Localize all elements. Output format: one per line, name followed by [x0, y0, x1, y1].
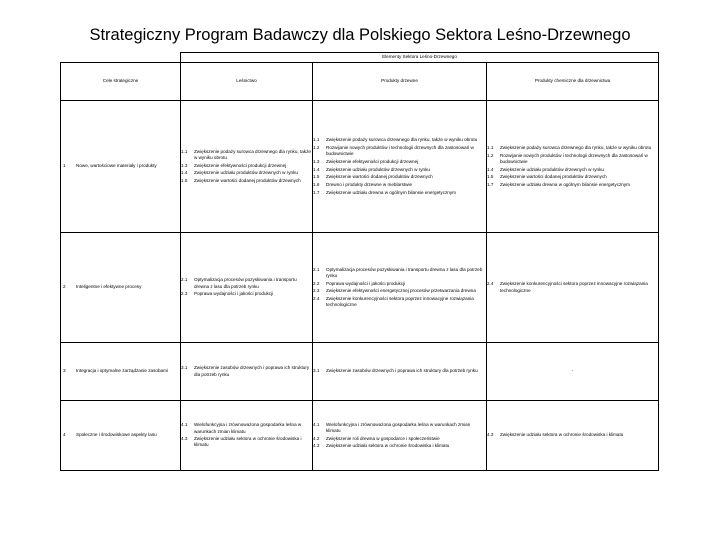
wood-cell	[313, 233, 487, 343]
list-item	[313, 137, 486, 143]
item-number: 2.1	[313, 266, 320, 272]
item-number: 1.1	[313, 137, 320, 143]
item-text: Zwiększenie wartości dodanej produktów drzewnych	[500, 174, 607, 180]
item-text: Wielofunkcyjna i zrównoważona gospodarka leśna w warunkach zmian klimatu	[326, 421, 471, 433]
page-title: Strategiczny Program Badawczy dla Polskiego Sektora Leśno-Drzewnego	[89, 26, 631, 44]
goal-text: Nowe, wartościowe materiały i produkty	[76, 163, 157, 169]
list-item	[313, 145, 486, 157]
goal-text: Integracja i optymalne zarządzanie zasobami	[76, 368, 168, 374]
item-text: Poprawa wydajności i jakości produkcji	[326, 280, 406, 286]
list-item	[313, 182, 486, 188]
item-number: 1.5	[487, 174, 494, 180]
item-text: Poprawa wydajności i jakości produkcji	[194, 291, 274, 297]
table-row	[61, 343, 659, 401]
item-number: 1.2	[487, 152, 494, 158]
wood-cell	[313, 101, 487, 233]
item-text: Zwiększenie udziału produktów drzewnych w rynku	[500, 166, 604, 172]
forestry-cell	[181, 101, 313, 233]
goal-number: 2	[63, 284, 66, 290]
item-text: Zwiększenie efektywności produkcji drzewnej	[326, 158, 419, 164]
table-row	[61, 101, 659, 233]
item-number: 4.3	[181, 436, 188, 442]
item-number: 1.4	[313, 166, 320, 172]
item-text: Zwiększenie udziału sektora w ochronie środowiska i klimatu	[326, 443, 450, 449]
item-number: 3.1	[313, 368, 320, 374]
list-item	[313, 159, 486, 165]
list-item	[313, 167, 486, 173]
list-item	[487, 174, 658, 180]
item-text: Zwiększenie efektywności energetycznej procesów przetwarzania drewna	[326, 288, 476, 294]
chemical-cell	[487, 101, 659, 233]
strategy-table	[60, 52, 659, 471]
item-text: Zwiększenie podaży surowca drzewnego dla rynku, także w wyniku obrotu	[500, 144, 652, 150]
item-text: Zwiększenie podaży surowca drzewnego dla rynku, także w wyniku obrotu	[326, 137, 478, 143]
item-number: 1.7	[487, 181, 494, 187]
wood-cell	[313, 401, 487, 471]
list-item	[487, 167, 658, 173]
list-item	[487, 281, 658, 293]
list-item	[313, 190, 486, 196]
item-text: Zwiększenie udziału produktów drzewnych w rynku	[326, 166, 430, 172]
list-item	[181, 365, 312, 377]
chemical-cell	[487, 401, 659, 471]
forestry-cell	[181, 343, 313, 401]
goal-text: Inteligentne i efektywne procesy	[76, 284, 142, 290]
item-text: Zwiększenie wartości dodanej produktów drzewnych	[194, 178, 301, 184]
list-item	[487, 145, 658, 151]
item-number: 4.1	[181, 422, 188, 428]
item-text: Wielofunkcyjna i zrównoważona gospodarka leśna w warunkach zmian klimatu	[194, 422, 302, 434]
item-text: Zwiększenie udziału sektora w ochronie środowiska i klimatu	[500, 432, 624, 438]
item-number: 4.2	[313, 435, 320, 441]
item-number: 1.1	[181, 148, 188, 154]
item-number: 4.1	[313, 421, 320, 427]
goal-cell	[61, 101, 181, 233]
list-item	[181, 149, 312, 161]
item-text: Zwiększenie roli drewna w gospodarce i społeczeństwie	[326, 435, 440, 441]
list-item	[487, 432, 658, 438]
list-item	[313, 368, 486, 374]
list-item	[181, 291, 312, 297]
empty-corner-cell	[61, 53, 181, 63]
item-number: 2.3	[313, 288, 320, 294]
list-item	[313, 288, 486, 294]
chemical-cell: -	[487, 343, 659, 401]
elements-header: Elementy Sektora Leśno-Drzewnego	[181, 53, 659, 63]
item-text: Zwiększenie udziału drewna w ogólnym bilansie energetycznym	[326, 189, 456, 195]
goal-cell	[61, 401, 181, 471]
goal-number: 3	[63, 368, 66, 374]
item-number: 1.2	[313, 144, 320, 150]
list-item	[181, 422, 312, 434]
item-text: Rozwijanie nowych produktów i technologii drzewnych dla zastosowań w budownictwie	[500, 152, 648, 164]
item-number: 3.1	[181, 365, 188, 371]
item-text: Zwiększenie podaży surowca drzewnego dla rynku, także w wyniku obrotu	[194, 148, 311, 160]
item-number: 1.5	[181, 178, 188, 184]
list-item	[313, 436, 486, 442]
list-item	[313, 422, 486, 434]
list-item	[313, 296, 486, 308]
list-item	[181, 277, 312, 289]
item-text: Zwiększenie zasobów drzewnych i poprawa ich struktury dla potrzeb rynku	[194, 365, 310, 377]
forestry-header: Leśnictwo	[181, 63, 313, 101]
forestry-cell	[181, 401, 313, 471]
item-number: 1.3	[313, 158, 320, 164]
item-number: 1.5	[313, 174, 320, 180]
item-number: 2.3	[181, 291, 188, 297]
list-item	[313, 443, 486, 449]
goal-cell	[61, 233, 181, 343]
item-number: 4.3	[313, 443, 320, 449]
item-number: 1.4	[181, 170, 188, 176]
list-item	[487, 153, 658, 165]
list-item	[313, 174, 486, 180]
item-text: Zwiększenie udziału produktów drzewnych w rynku	[194, 170, 298, 176]
chemical-header: Produkty chemiczne dla drzewnictwa	[487, 63, 659, 101]
item-text: Zwiększenie zasobów drzewnych i poprawa ich struktury dla potrzeb rynku	[326, 368, 478, 374]
goal-cell	[61, 343, 181, 401]
item-number: 2.2	[313, 280, 320, 286]
table-row	[61, 233, 659, 343]
list-item	[181, 163, 312, 169]
item-number: 4.3	[487, 432, 494, 438]
item-text: Zwiększenie wartości dodanej produktów drzewnych	[326, 174, 433, 180]
item-number: 1.1	[487, 144, 494, 150]
list-item	[313, 281, 486, 287]
item-number: 2.4	[487, 281, 494, 287]
item-text: Zwiększenie konkurencyjności sektora poprzez innowacyjne rozwiązania technologiczne	[500, 281, 648, 293]
item-number: 2.1	[181, 277, 188, 283]
item-number: 2.4	[313, 295, 320, 301]
item-text: Zwiększenie efektywności produkcji drzewnej	[194, 162, 287, 168]
item-number: 1.3	[181, 162, 188, 168]
list-item	[181, 436, 312, 448]
item-text: Optymalizacja procesów pozyskiwania i transportu drewna z lasu dla potrzeb rynku	[194, 277, 297, 289]
goal-text: Społeczne i środowiskowe aspekty lasu	[76, 432, 157, 438]
wood-cell	[313, 343, 487, 401]
wood-header: Produkty drzewne	[313, 63, 487, 101]
list-item	[181, 178, 312, 184]
item-text: Zwiększenie udziału sektora w ochronie środowiska i klimatu	[194, 436, 302, 448]
table-row	[61, 401, 659, 471]
item-text: Optymalizacja procesów pozyskiwania i transportu drewna z lasu dla potrzeb rynku	[326, 266, 483, 278]
chemical-cell	[487, 233, 659, 343]
item-number: 1.7	[313, 189, 320, 195]
item-text: Zwiększenie udziału drewna w ogólnym bilansie energetycznym	[500, 181, 630, 187]
item-text: Drewno i produkty drzewne w meblarstwie	[326, 181, 413, 187]
list-item	[313, 267, 486, 279]
goals-header: Cele strategiczne	[61, 63, 181, 101]
item-text: Zwiększenie konkurencyjności sektora poprzez innowacyjne rozwiązania technologiczne	[326, 295, 474, 308]
goal-number: 4	[63, 432, 66, 438]
list-item	[487, 182, 658, 188]
item-text: Rozwijanie nowych produktów i technologii drzewnych dla zastosowań w budownictwie	[326, 144, 474, 157]
goal-number: 1	[63, 163, 66, 169]
item-number: 1.4	[487, 166, 494, 172]
list-item	[181, 170, 312, 176]
forestry-cell	[181, 233, 313, 343]
item-number: 1.6	[313, 181, 320, 187]
